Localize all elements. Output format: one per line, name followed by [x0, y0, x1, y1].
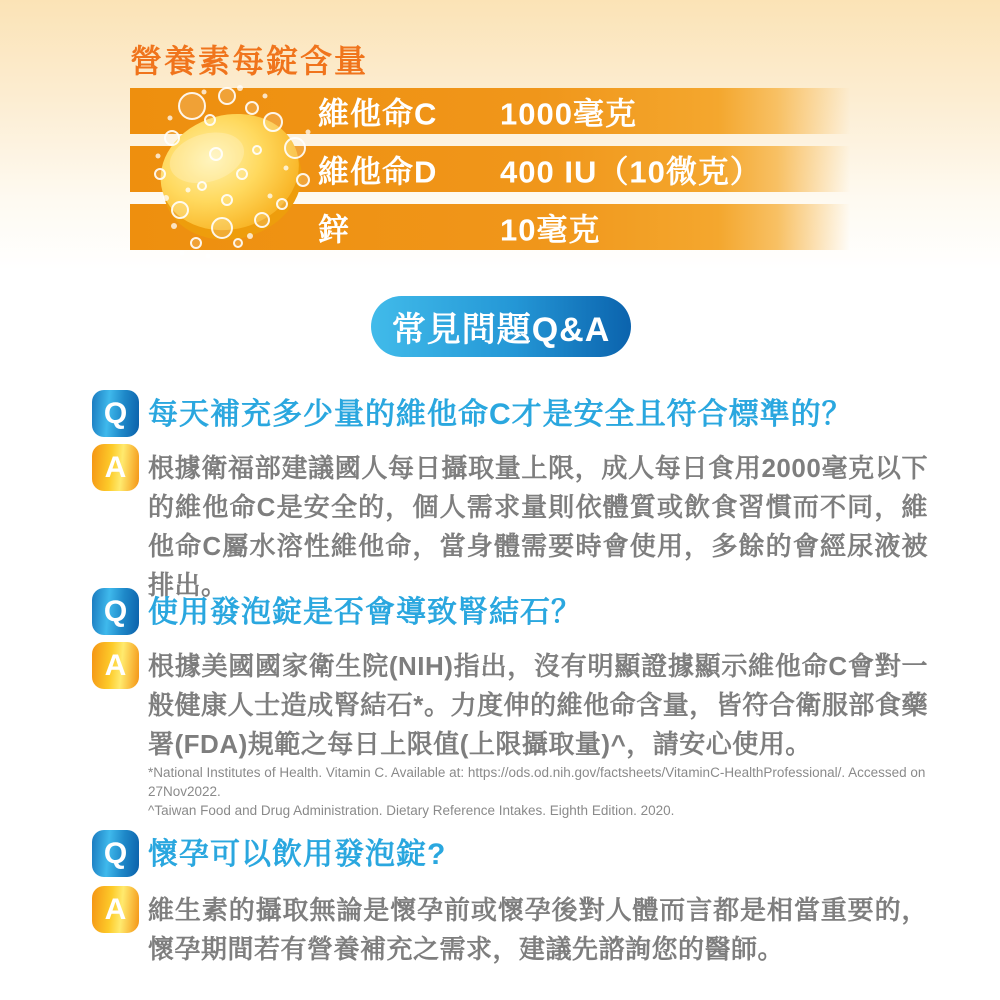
page-title: 營養素每錠含量 [130, 43, 369, 79]
footnote-line: ^Taiwan Food and Drug Administration. Dietary Reference Intakes. Eighth Edition. 2020. [148, 803, 675, 818]
faq-section-button[interactable]: 常見問題Q&A [371, 296, 631, 357]
nutrient-value: 10毫克 [500, 212, 601, 248]
nutrient-label: 鋅 [318, 212, 350, 248]
a-icon: A [92, 886, 139, 933]
faq-answer-2: 根據美國國家衛生院(NIH)指出，沒有明顯證據顯示維他命C會對一般健康人士造成腎結石*。力度伸的維他命含量，皆符合衛服部食藥署(FDA)規範之每日上限值(上限攝取量)^，請安心使用。 [148, 651, 928, 759]
citation-footnotes [148, 763, 988, 820]
q-icon: Q [92, 588, 139, 635]
faq-question-3: 懷孕可以飲用發泡錠? [148, 838, 447, 871]
q-icon: Q [92, 390, 139, 437]
nutrition-table [130, 88, 865, 250]
nutrient-value: 1000毫克 [500, 96, 637, 132]
faq-question-1: 每天補充多少量的維他命C才是安全且符合標準的？ [148, 398, 853, 431]
q-icon: Q [92, 830, 139, 877]
nutrient-label: 維他命C [318, 96, 438, 132]
faq-question-2: 使用發泡錠是否會導致腎結石？ [148, 596, 582, 629]
footnote-line: *National Institutes of Health. Vitamin C. Available at: https://ods.od.nih.gov/factsheets/VitaminC-HealthProfessional/. Accessed on 27Nov2022. [148, 765, 926, 799]
a-icon: A [92, 444, 139, 491]
faq-answer-1: 根據衛福部建議國人每日攝取量上限，成人每日食用2000毫克以下的維他命C是安全的，個人需求量則依體質或飲食習慣而不同，維他命C屬水溶性維他命，當身體需要時會使用，多餘的會經尿液被排出。 [148, 453, 928, 600]
nutrient-value: 400 IU（10微克） [500, 154, 762, 190]
a-icon: A [92, 642, 139, 689]
nutrient-label: 維他命D [318, 154, 438, 190]
faq-answer-3: 維生素的攝取無論是懷孕前或懷孕後對人體而言都是相當重要的，懷孕期間若有營養補充之需求，建議先諮詢您的醫師。 [148, 895, 928, 964]
effervescent-tablet-image [130, 78, 340, 263]
